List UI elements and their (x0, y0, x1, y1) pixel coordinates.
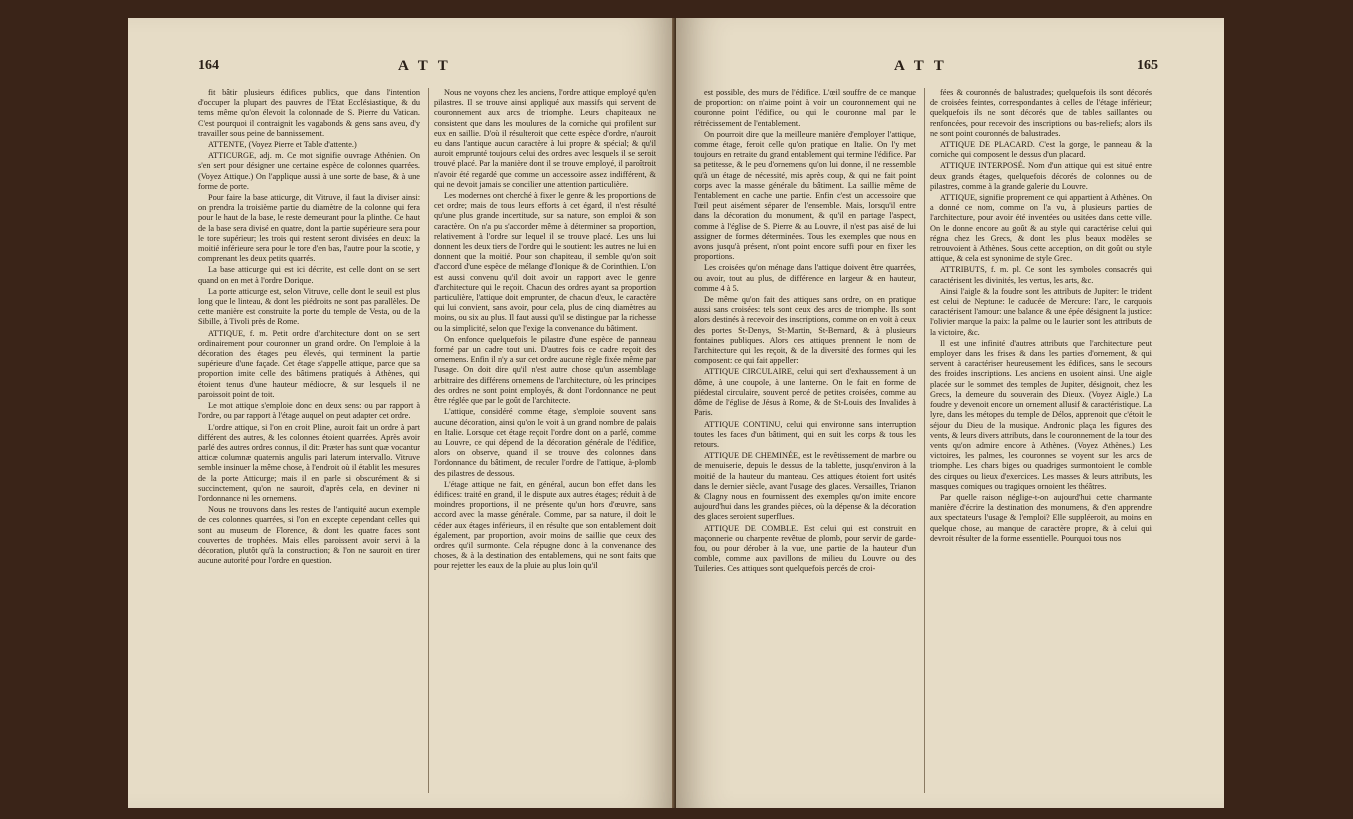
left-running-head: ATT (398, 58, 458, 74)
paragraph: Les croisées qu'on ménage dans l'attique doivent être quarrées, ou avoir, tout au plus, de différence en largeur & en hauteur, comme 4 à 5. (694, 263, 916, 293)
right-page-number: 165 (1137, 58, 1158, 73)
paragraph: Les modernes ont cherché à fixer le genre & les proportions de cet ordre; mais de tous leurs efforts à cet égard, il n'est résulté qu'une plus grande incertitude, sur sa nature, son emploi & son caractère. On n'a pu s'accorder même à déterminer sa proportion, relativement à l'ordre sur lequel il se trouve placé. Les uns lui donnent les deux tiers de l'ordre qui le soutient: les autres ne lui en donnent que la moitié. Pour son chapiteau, il semble qu'on soit d'accord d'une espèce de mélange d'Ionique & de Corinthien. L'on est aussi convenu qu'il doit avoir un rapport avec le genre d'architecture qui le reçoit. Chacun des ordres ayant sa proportion particulière, l'attique doit emprunter, de chacun d'eux, le caractère qui lui convient, sans avoir, pour cela, plus de cinq diamètres au moins, ou six au plus. Il faut aussi qu'il se distingue par la richesse ou la simplicité, selon que l'exige la convenance du bâtiment. (434, 191, 656, 333)
paragraph: Le mot attique s'emploie donc en deux sens: ou par rapport à l'ordre, ou par rapport à l'étage auquel on peut adapter cet ordre. (198, 401, 420, 421)
paragraph: ATTIQUE DE PLACARD. C'est la gorge, le panneau & la corniche qui composent le dessus d'un placard. (930, 140, 1152, 160)
left-page (128, 18, 676, 808)
left-page-header (198, 58, 662, 80)
paragraph: ATTRIBUTS, f. m. pl. Ce sont les symboles consacrés qui caractérisent les divinités, les vertus, les arts, &c. (930, 265, 1152, 285)
paragraph: ATTICURGE, adj. m. Ce mot signifie ouvrage Athénien. On s'en sert pour désigner une certaine espèce de colonnes quarrées. (Voyez Attique.) On l'applique aussi à une sorte de base, & à une forme de porte. (198, 151, 420, 191)
paragraph: fées & couronnés de balustrades; quelquefois ils sont décorés de croisées feintes, correspondantes à celles de l'étage inférieur; quelquefois ils ne sont décorés que de tables saillantes ou renfoncées, pour recevoir des inscriptions ou bas-reliefs; alors ils ne sont point couronnés de balustrades. (930, 88, 1152, 138)
right-running-head: ATT (894, 58, 954, 74)
paragraph: L'attique, considéré comme étage, s'emploie souvent sans aucune décoration, ainsi qu'on le voit à un grand nombre de palais en Italie. Lorsque cet étage reçoit l'ordre dont on a parlé, comme au Louvre, ce qui dépend de la décoration générale de l'édifice, alors on observe, quand il se trouve des colonnes dans l'ordonnance du bâtiment, de reculer l'ordre de l'attique, à-plomb des pilastres de dessous. (434, 407, 656, 478)
paragraph: ATTIQUE, signifie proprement ce qui appartient à Athènes. On a donné ce nom, comme on l'a vu, à plusieurs parties de l'architecture, pour avoir été inventées ou usitées dans cette ville. On le donne encore au goût & au style qui caractérise celui qui régna chez les Grecs, & dont les plus beaux modèles se retrouvoient à Athènes. Sous cette acception, on dit goût ou style attique, & cela est synonime de style Grec. (930, 193, 1152, 264)
paragraph: Nous ne trouvons dans les restes de l'antiquité aucun exemple de ces colonnes quarrées, si l'on en excepte cependant celles qui sont au museum de Florence, & dont les quatre faces sont couvertes de trophées. Mais elles paroissent avoir servi à la décoration, plutôt qu'à la construction; & l'on ne sauroit en tirer aucune autorité pour l'ordre en question. (198, 505, 420, 566)
paragraph: L'ordre attique, si l'on en croit Pline, auroit fait un ordre à part différent des autres, & les colonnes étoient quarrées. Après avoir parlé des autres ordres connus, il dit: Præter has sunt quæ vocantur atticæ columnæ quaternis angulis pari laterum intervallo. Vitruve semble insinuer la même chose, à l'endroit où il établit les mesures de la porte Atticurge; mais il en parle si obscurément & si succinctement, qu'on ne sauroit, d'après cela, en deviner ni l'ordonnance ni les ornemens. (198, 422, 420, 503)
right-page (676, 18, 1224, 808)
paragraph: ATTIQUE INTERPOSÉ. Nom d'un attique qui est situé entre deux grands étages, quelquefois décorés de colonnes ou de pilastres, comme à la grande galerie du Louvre. (930, 161, 1152, 191)
paragraph: fit bâtir plusieurs édifices publics, que dans l'intention d'occuper la plupart des pauvres de l'Etat Ecclésiastique, & du tems même qu'on élevoit la colonnade de S. Pierre du Vatican. C'est pourquoi il contraignit les vagabonds & gens sans aveu, d'y travailler sous peine de bannissement. (198, 88, 420, 138)
paragraph: ATTIQUE CONTINU, celui qui environne sans interruption toutes les faces d'un bâtiment, qui en suit les corps & tous les retours. (694, 419, 916, 449)
paragraph: Par quelle raison néglige-t-on aujourd'hui cette charmante manière d'écrire la destination des monumens, & d'en apprendre aux spectateurs l'usage & l'emploi? Elle suppléeroit, au moins en quelque chose, au manque de caractère propre, & à celui qui devroit résulter de la forme essentielle. Pourquoi tous nos (930, 492, 1152, 543)
right-column-1 (694, 88, 916, 798)
paragraph: Ainsi l'aigle & la foudre sont les attributs de Jupiter: le trident est celui de Neptune: le caducée de Mercure: l'arc, le carquois caractérisent l'amour: une balance & une épée désignent la justice: l'olivier marque la paix: la palme ou le laurier sont les attributs de la victoire, &c. (930, 286, 1152, 337)
paragraph: Nous ne voyons chez les anciens, l'ordre attique employé qu'en pilastres. Il se trouve ainsi appliqué aux massifs qui servent de couronnement aux arcs de triomphe. Leurs chapiteaux ne consistent que dans les moulures de la corniche qui profilent sur eux en saillie. D'où il résulteroit que cette espèce d'ordre, n'auroit eu dans l'antique aucun caractère à lui propre & spécial; & qu'il auroit emprunté toujours celui des ordres avec lesquels il se seroit trouvé placé. Par la manière dont il se trouve employé, il paroîtroit n'avoir été regardé que comme un accessoire assez indifférent, & qui ne devoit jamais se concilier une attention particulière. (434, 88, 656, 189)
right-column-2 (930, 88, 1152, 798)
paragraph: De même qu'on fait des attiques sans ordre, on en pratique aussi sans croisées: tels sont ceux des arcs de triomphe. Ils sont alors destinés à recevoir des inscriptions, comme on en voit à ceux des portes St-Denys, St-Martin, St-Bernard, & à plusieurs fontaines publiques. Alors ces attiques prennent le nom de l'architecture qui les reçoit, & de la diversité des formes qui les composent: ce qui fait appeller: (694, 295, 916, 366)
column-rule (924, 88, 925, 793)
paragraph: ATTENTE, (Voyez Pierre et Table d'attente.) (208, 140, 357, 150)
column-rule (428, 88, 429, 793)
paragraph: est possible, des murs de l'édifice. L'œil souffre de ce manque de proportion: on n'aime point à voir un couronnement qui ne couronne point l'édifice, ou qui le couronne mal par le rétrécissement de l'entablement. (694, 88, 916, 128)
left-column-2 (434, 88, 656, 798)
paragraph: L'étage attique ne fait, en général, aucun bon effet dans les édifices: traité en grand, il le dispute aux autres étages; réduit à de moindres proportions, il ne présente qu'un hors d'œuvre, sans accord avec la masse générale. Comme, par sa nature, il doit le céder aux étages inférieurs, il en résulte que son entablement doit également, par proportion, avoir moins de saillie que ceux des ordres qu'il surmonte. Cela répugne donc à la convenance des choses, & à la destination des entablemens, qui ne sont faits que pour rejetter les eaux de la pluie au plus loin qu'il (434, 479, 656, 571)
paragraph: ATTIQUE CIRCULAIRE, celui qui sert d'exhaussement à un dôme, à une coupole, à une lanterne. On le fait en forme de piédestal circulaire, souvent percé de petites croisées, comme au dôme de l'église de Jésus à Rome, & de St-Louis des Invalides à Paris. (694, 367, 916, 418)
right-page-header (694, 58, 1158, 80)
left-page-number: 164 (198, 58, 219, 73)
paragraph: On enfonce quelquefois le pilastre d'une espèce de panneau formé par un cadre tout uni. D'autres fois ce cadre reçoit des ornemens. Enfin il n'y a sur cet ordre aucune règle fixée même par l'usage. On doit dire qu'il n'est autre chose qu'un assemblage arbitraire des différens ornemens de l'architecture, où les principes des ordres ne sont point employés, & dont l'ordonnance ne peut être réglée que par le goût de l'architecte. (434, 334, 656, 406)
paragraph: ATTIQUE DE COMBLE. Est celui qui est construit en maçonnerie ou charpente revêtue de plomb, pour servir de garde-fou, ou pour dérober à la vue, une partie de la hauteur d'un comble, comme aux pavillons de milieu du Louvre ou des Tuileries. Ces attiques sont quelquefois percés de croi- (694, 523, 916, 574)
paragraph: La porte atticurge est, selon Vitruve, celle dont le seuil est plus long que le linteau, & dont les piédroits ne sont pas parallèles. De cette manière est construite la porte du temple de Vesta, ou de la Sibille, à Tivoli près de Rome. (198, 286, 420, 327)
paragraph: Il est une infinité d'autres attributs que l'architecture peut employer dans les frises & dans les parties d'ornement, & qui servent à caractériser heureusement les édifices, sans le secours des froides inscriptions. Les anciens en usoient ainsi. Une aigle placée sur le sommet des temples de Jupiter, désignoit, chez les Grecs, la demeure du souverain des Dieux. (Voyez Aigle.) La foudre y devenoit encore un ornement allusif & caractéristique. La lyre, dans les métopes du temple de Délos, apprenoit que c'étoit le séjour du Dieu de la musique. Andronic plaça les figures des vents, & leurs divers attributs, dans le couronnement de la tour des vents qu'on admire encore à Athènes. (Voyez Athènes.) Les victoires, les palmes, les couronnes se voyent sur les arcs de triomphe. Les chars biges ou quadriges surmontoient le comble des cirques ou lieux d'exercices. Les masses & leurs attributs, les masques comiques ou tragiques ornoient les théâtres. (930, 338, 1152, 491)
paragraph: On pourroit dire que la meilleure manière d'employer l'attique, comme étage, feroit celle qu'on pratique en Italie. On l'y met toujours en retraite du grand entablement qui termine l'édifice. Par sa petitesse, & le peu d'ornemens qu'on lui donne, il ne ressemble qu'à un étage de nécessité, mis après coup, & qui ne fait point corps avec la masse générale du bâtiment. La saillie même de l'entablement en cache une partie. Enfin c'est un accessoire que l'œil peut aisément séparer de l'ensemble. Mais, lorsqu'il entre dans la décoration du monument, & qu'il en partage l'aspect, comme à l'église de S. Pierre & au Louvre, il n'est pas aisé de lui assigner de formes déterminées. Tous les exemples que nous en avons jusqu'à présent, n'ont point encore suffi pour en fixer les proportions. (694, 129, 916, 262)
paragraph: ATTIQUE DE CHEMINÉE, est le revêtissement de marbre ou de menuiserie, depuis le dessus de la tablette, jusqu'environ à la moitié de la hauteur du manteau. Ces attiques étoient fort usités dans le dernier siècle, avant l'usage des glaces. Versailles, Trianon & Clagny nous en fournissent des exemples qu'on imite encore aujourd'hui dans les grandes pièces, où la dépense & la décoration des glaces seroient superflues. (694, 451, 916, 522)
paragraph: ATTIQUE, f. m. Petit ordre d'architecture dont on se sert ordinairement pour couronner un grand ordre. On l'emploie à la décoration des étages peu élevés, qui terminent la partie supérieure d'une façade. Cet étage s'appelle attique, parce que sa proportion imite celle des bâtimens pratiqués à Athènes, qui étoient tenus d'une hauteur médiocre, & sur lesquels il ne paroissoit point de toit. (198, 328, 420, 399)
paragraph: La base atticurge qui est ici décrite, est celle dont on se sert quand on en met à l'ordre Dorique. (198, 265, 420, 285)
paragraph: Pour faire la base atticurge, dit Vitruve, il faut la diviser ainsi: on prendra la troisième partie du diamètre de la colonne qui fera pour le haut de la base, le reste demeurant pour la plinthe. Ce haut de la base sera divisé en quatre, dont la partie supérieure sera pour le tore supérieur; les trois qui restent seront divisées en deux: la moitié inférieure sera pour le tore d'en bas, l'autre pour la scotie, y comprenant les deux petits quarrés. (198, 193, 420, 264)
left-column-1 (198, 88, 420, 798)
